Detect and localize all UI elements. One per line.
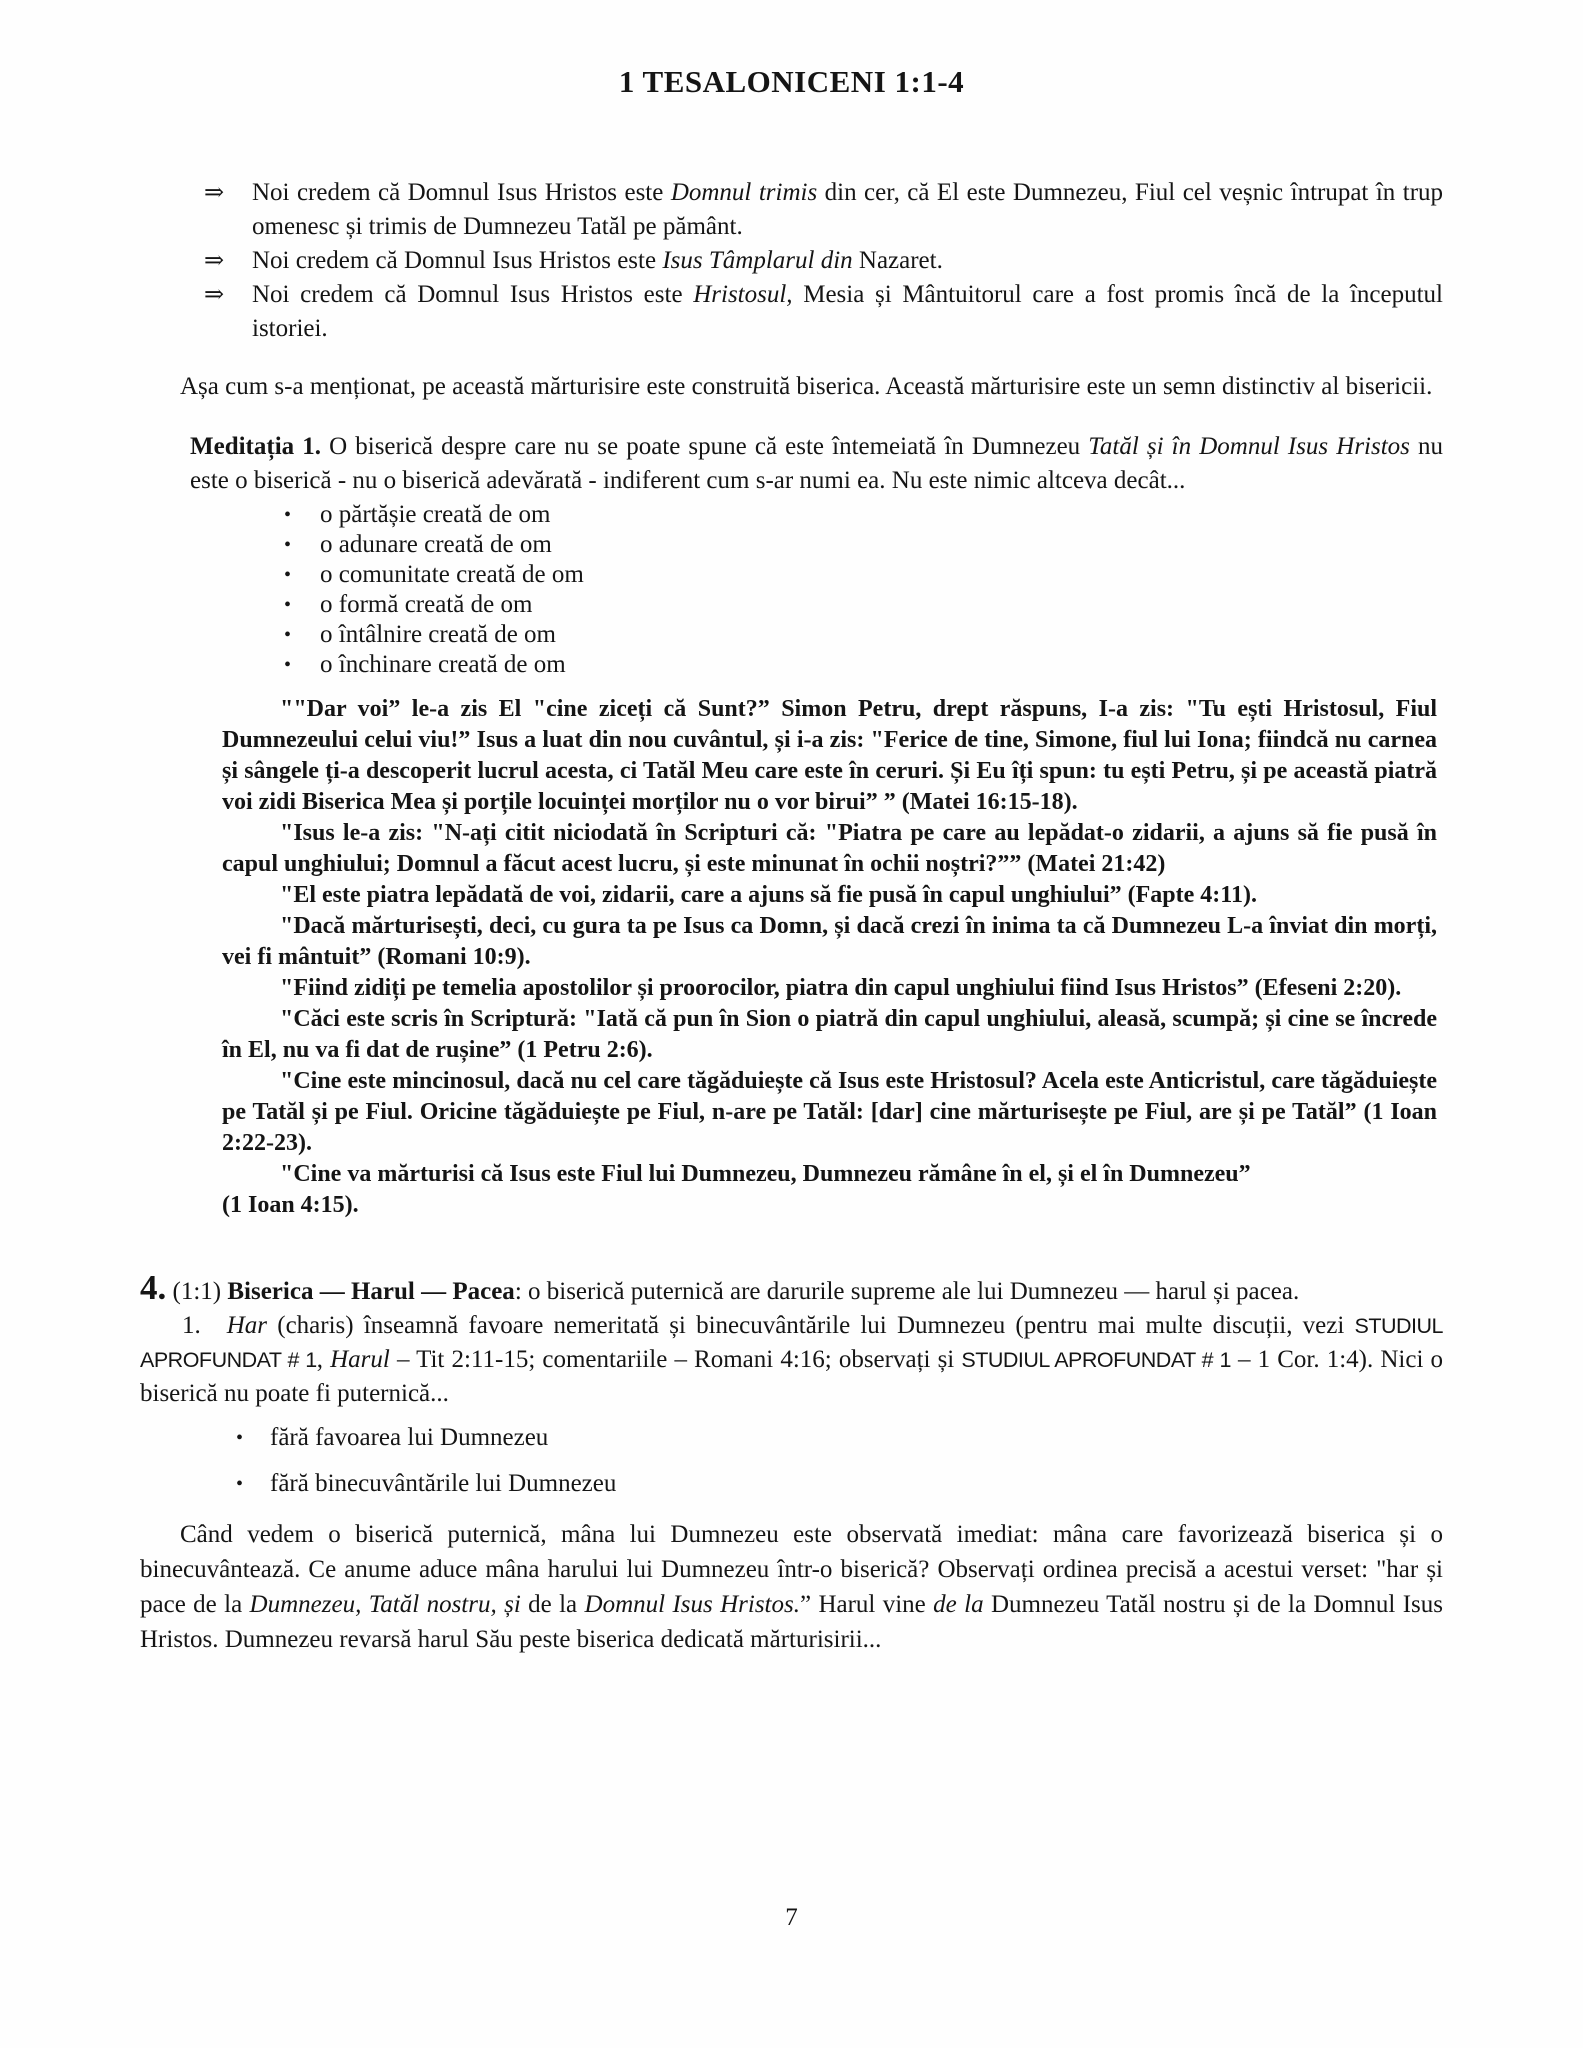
- bullet-item: [284, 620, 1443, 650]
- bullet-item: [284, 500, 1443, 530]
- bullet-text: o comunitate creată de om: [320, 561, 584, 588]
- meditation-text: Meditația 1. O biserică despre care nu se poate spune că este întemeiată în Dumnezeu Tatăl și în Domnul Isus Hristos nu este o biserică - nu o biserică adevărată - indiferent cum s-ar numi ea. Nu este nimic altceva decât...: [190, 433, 1444, 494]
- scripture-quote: "El este piatra lepădată de voi, zidarii, care a ajuns să fie pusă în capul unghiului” (Fapte 4:11).: [280, 882, 1257, 908]
- scripture-quote: "Dacă mărturisești, deci, cu gura ta pe Isus ca Domn, și dacă crezi în inima ta că Dumnezeu L-a înviat din morți, vei fi mântuit” (Romani 10:9).: [222, 913, 1437, 970]
- double-arrow-icon: ⇒: [204, 282, 225, 308]
- bullet-text: o adunare creată de om: [320, 531, 552, 558]
- intro-paragraph: Așa cum s-a menționat, pe această mărturisire este construită biserica. Această mărturisire este un semn distinctiv al bisericii.: [180, 373, 1433, 400]
- bullet-icon: •: [284, 534, 292, 556]
- section-4-bullet-list: [236, 1421, 1443, 1501]
- bullet-item: [284, 560, 1443, 590]
- arrow-list-item: [204, 176, 1443, 244]
- meditation-bullet-list: [284, 500, 1443, 680]
- bullet-icon: •: [284, 654, 292, 676]
- double-arrow-icon: ⇒: [204, 180, 225, 206]
- closing-paragraph: Când vedem o biserică puternică, mâna lui Dumnezeu este observată imediat: mâna care favorizează biserica și o binecuvântează. Ce anume aduce mâna harului lui Dumnezeu într-o biserică? Observați ordinea precisă a acestui verset: "har și pace de la Dumnezeu, Tatăl nostru, și de la Domnul Isus Hristos.” Harul vine de la Dumnezeu Tatăl nostru și de la Domnul Isus Hristos. Dumnezeu revarsă harul Său peste biserica dedicată mărturisirii...: [140, 1521, 1444, 1653]
- bullet-icon: •: [236, 1473, 244, 1495]
- bullet-icon: •: [284, 624, 292, 646]
- bullet-icon: •: [284, 594, 292, 616]
- page-number: 7: [785, 1904, 798, 1931]
- scripture-quote: "Isus le-a zis: "N-ați citit niciodată în Scripturi că: "Piatra pe care au lepădat-o zidarii, a ajuns să fie pusă în capul unghiului; Domnul a făcut acest lucru, și este minunat în ochii noștri?”” (Matei 21:42): [222, 820, 1437, 877]
- section-4-subitem: [140, 1309, 1443, 1411]
- arrow-list-item: [204, 278, 1443, 346]
- bullet-item: [236, 1421, 1443, 1455]
- arrow-item-text: Noi credem că Domnul Isus Hristos este Isus Tâmplarul din Nazaret.: [252, 247, 943, 274]
- bullet-text: o părtășie creată de om: [320, 501, 551, 528]
- bullet-icon: •: [236, 1427, 244, 1449]
- scripture-quote-block: [222, 694, 1437, 1221]
- scripture-quote: ""Dar voi” le-a zis El "cine ziceți că Sunt?” Simon Petru, drept răspuns, I-a zis: "Tu ești Hristosul, Fiul Dumnezeului celui viu!” Isus a luat din nou cuvântul, și i-a zis: "Ferice de tine, Simone, fiul lui Iona; fiindcă nu carnea și sângele ți-a descoperit lucrul acesta, ci Tatăl Meu care este în ceruri. Și Eu îți spun: tu ești Petru, și pe această piatră voi zidi Biserica Mea și porțile locuinței morților nu o vor birui” ” (Matei 16:15-18).: [222, 696, 1437, 815]
- bullet-icon: •: [284, 564, 292, 586]
- subitem-text: Har (charis) înseamnă favoare nemeritată și binecuvântările lui Dumnezeu (pentru mai multe discuții, vezi STUDIUL APROFUNDAT # 1, Harul – Tit 2:11-15; comentariile – Romani 4:16; observați și STUDIUL APROFUNDAT # 1 – 1 Cor. 1:4). Nici o biserică nu poate fi puternică...: [140, 1312, 1444, 1407]
- bullet-text: o închinare creată de om: [320, 651, 566, 678]
- bullet-text: o întâlnire creată de om: [320, 621, 556, 648]
- section-4-heading: 4. (1:1) Biserica — Harul — Pacea: o biserică puternică are darurile supreme ale lui Dumnezeu — harul și pacea.: [140, 1268, 1300, 1307]
- bullet-item: [236, 1467, 1443, 1501]
- arrow-item-text: Noi credem că Domnul Isus Hristos este Hristosul, Mesia și Mântuitorul care a fost promis încă de la începutul istoriei.: [252, 281, 1444, 342]
- bullet-item: [284, 590, 1443, 620]
- scripture-quote: "Cine va mărturisi că Isus este Fiul lui Dumnezeu, Dumnezeu rămâne în el, și el în Dumnezeu”: [280, 1161, 1251, 1187]
- scripture-quote: "Cine este mincinosul, dacă nu cel care tăgăduiește că Isus este Hristosul? Acela este Anticristul, care tăgăduiește pe Tatăl și pe Fiul. Oricine tăgăduiește pe Fiul, n-are pe Tatăl: [dar] cine mărturisește pe Fiul, are și pe Tatăl” (1 Ioan 2:22-23).: [222, 1068, 1437, 1156]
- bullet-text: fără favoarea lui Dumnezeu: [270, 1424, 549, 1451]
- arrow-item-text: Noi credem că Domnul Isus Hristos este Domnul trimis din cer, că El este Dumnezeu, Fiul cel veșnic întrupat în trup omenesc și trimis de Dumnezeu Tatăl pe pământ.: [252, 179, 1444, 240]
- bullet-text: fără binecuvântările lui Dumnezeu: [270, 1470, 617, 1497]
- bullet-text: o formă creată de om: [320, 591, 533, 618]
- arrow-list-item: [204, 244, 1443, 278]
- scripture-quote: "Căci este scris în Scriptură: "Iată că pun în Sion o piatră din capul unghiului, aleasă, scumpă; și cine se încrede în El, nu va fi dat de rușine” (1 Petru 2:6).: [222, 1006, 1437, 1063]
- belief-arrow-list: [204, 176, 1443, 346]
- bullet-item: [284, 530, 1443, 560]
- meditation-block: [190, 430, 1443, 680]
- scripture-reference: (1 Ioan 4:15).: [222, 1192, 359, 1218]
- double-arrow-icon: ⇒: [204, 248, 225, 274]
- scripture-quote: "Fiind zidiți pe temelia apostolilor și proorocilor, piatra din capul unghiului fiind Isus Hristos” (Efeseni 2:20).: [280, 975, 1402, 1001]
- page-title: 1 TESALONICENI 1:1-4: [618, 64, 965, 99]
- subitem-number: 1.: [182, 1312, 201, 1339]
- bullet-icon: •: [284, 504, 292, 526]
- bullet-item: [284, 650, 1443, 680]
